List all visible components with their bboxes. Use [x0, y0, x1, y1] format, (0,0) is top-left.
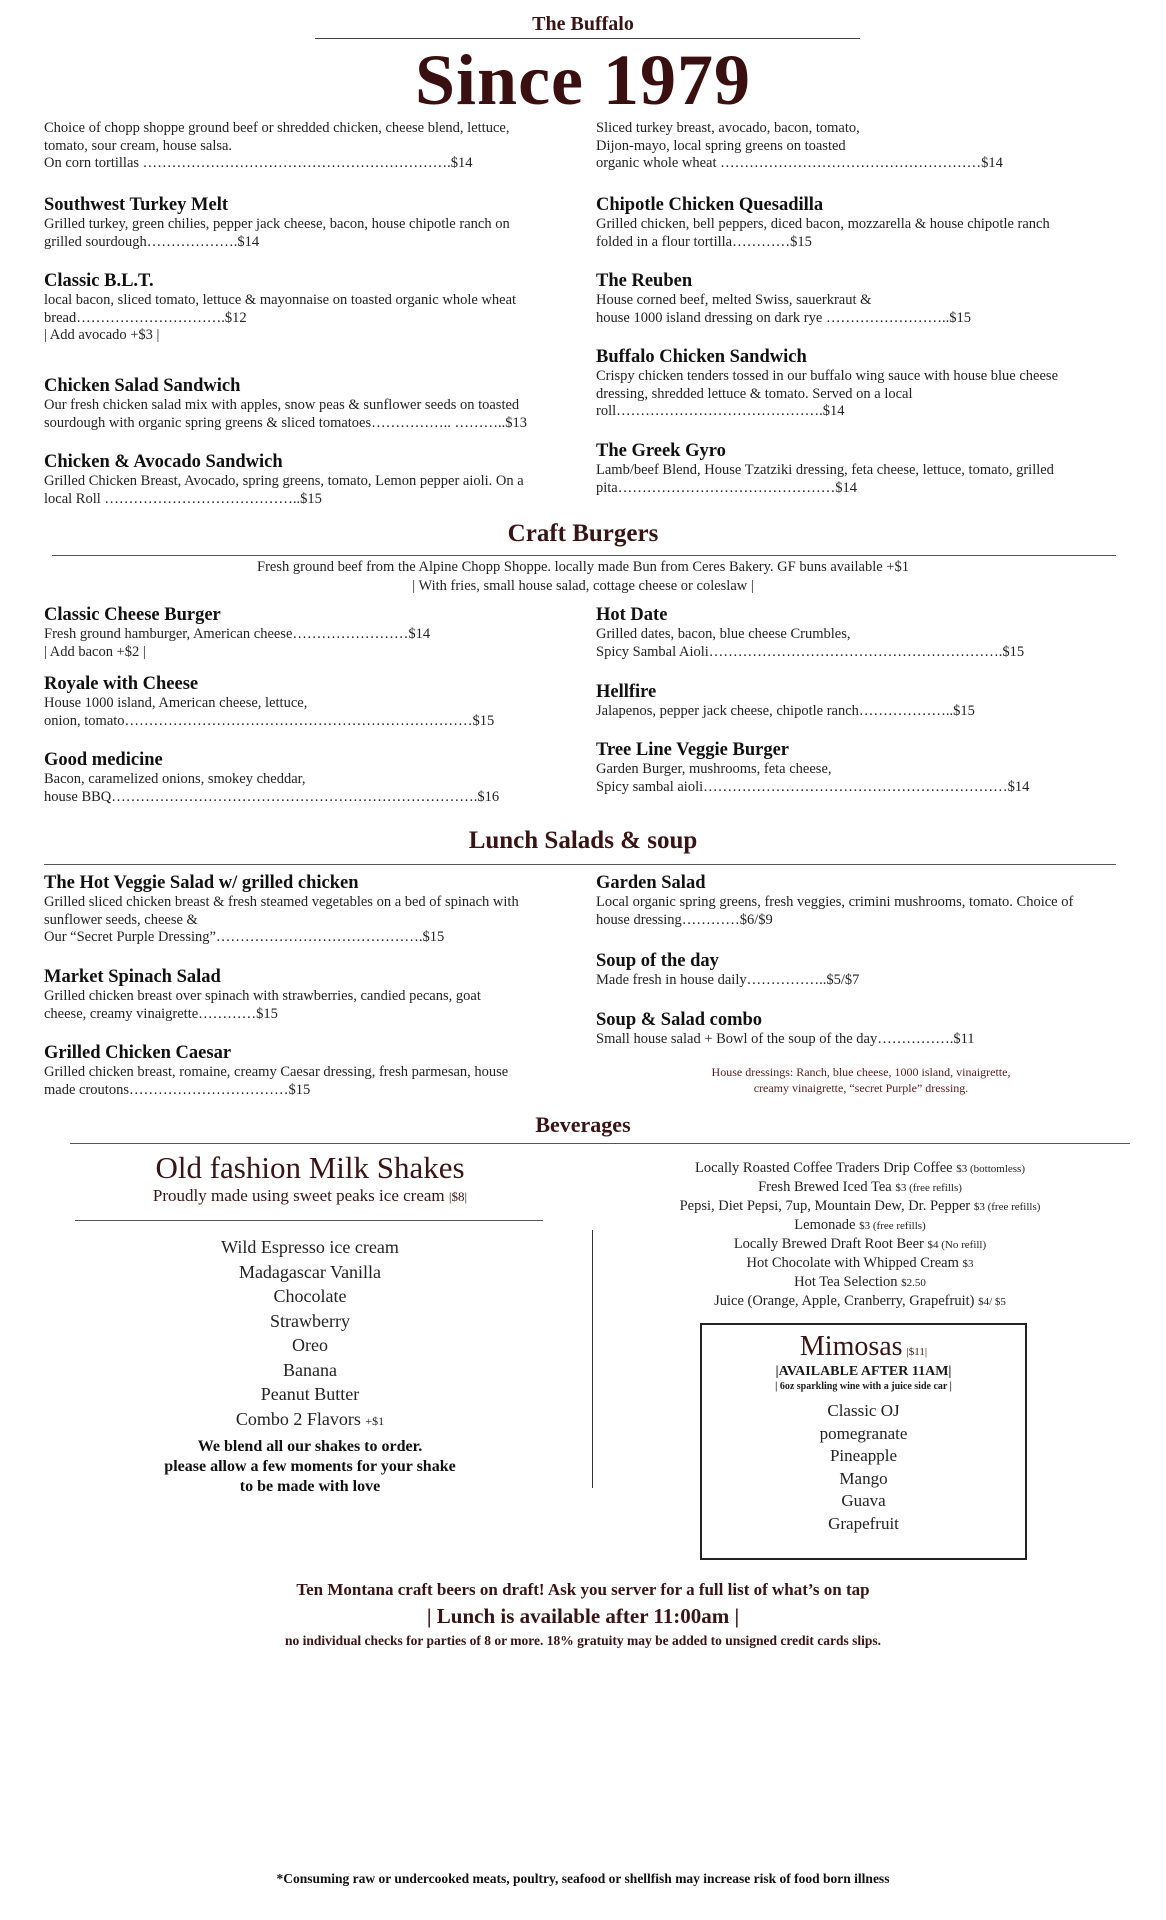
- item-name: Hot Date: [596, 605, 668, 625]
- blend-line: We blend all our shakes to order.: [197, 1438, 423, 1455]
- menu-item: [44, 966, 584, 1042]
- item-desc: dressing, shredded lettuce & tomato. Served on a local: [596, 385, 913, 402]
- drink-name: Hot Chocolate with Whipped Cream: [746, 1255, 959, 1271]
- menu-item: [596, 739, 1136, 796]
- burgers-sides-note: | With fries, small house salad, cottage cheese or coleslaw |: [412, 578, 754, 594]
- item-desc: made croutons……………………………$15: [44, 1081, 311, 1098]
- item-desc: Small house salad + Bowl of the soup of the day…………….$11: [596, 1031, 975, 1047]
- drink-price: $3 (free refills): [973, 1201, 1041, 1213]
- flavor-item: Wild Espresso ice cream: [221, 1237, 399, 1257]
- section-title-beverages: Beverages: [535, 1112, 631, 1137]
- milkshakes-title: Old fashion Milk Shakes: [155, 1150, 465, 1185]
- mimosa-item: Mango: [839, 1468, 888, 1488]
- item-desc: organic whole wheat ………………………………………………$14: [596, 155, 1003, 171]
- item-desc: Our fresh chicken salad mix with apples, snow peas & sunflower seeds on toasted: [44, 397, 520, 413]
- combo-label: Combo 2 Flavors: [235, 1408, 361, 1429]
- dressings-line: House dressings: Ranch, blue cheese, 1000 island, vinaigrette,: [711, 1065, 1011, 1079]
- lunch-availability: | Lunch is available after 11:00am |: [426, 1604, 740, 1628]
- drink-price: $4/ $5: [978, 1296, 1006, 1308]
- item-desc: Grilled chicken, bell peppers, diced bacon, mozzarella & house chipotle ranch: [596, 216, 1050, 232]
- food-safety-warning: *Consuming raw or undercooked meats, poultry, seafood or shellfish may increase risk of food born illness: [276, 1871, 890, 1886]
- drink-item: [600, 1197, 1120, 1216]
- menu-item: [44, 120, 584, 194]
- item-desc: Jalapenos, pepper jack cheese, chipotle ranch………………..$15: [596, 703, 975, 719]
- item-name: Classic B.L.T.: [44, 271, 154, 291]
- beverages-column-divider: [592, 1230, 593, 1488]
- mimosas-availability: |AVAILABLE AFTER 11AM|: [775, 1364, 952, 1379]
- item-desc: Local organic spring greens, fresh veggies, crimini mushrooms, tomato. Choice of: [596, 894, 1074, 910]
- item-name: Garden Salad: [596, 873, 706, 893]
- drink-item: [600, 1159, 1120, 1178]
- drink-name: Juice (Orange, Apple, Cranberry, Grapefruit): [714, 1293, 975, 1309]
- item-name: Hellfire: [596, 682, 657, 702]
- item-desc: Dijon-mayo, local spring greens on toasted: [596, 137, 846, 154]
- flavor-item: Oreo: [292, 1335, 328, 1355]
- item-desc: house 1000 island dressing on dark rye ……………………..$15: [596, 309, 971, 326]
- item-desc: Grilled sliced chicken breast & fresh steamed vegetables on a bed of spinach with: [44, 894, 519, 910]
- drink-item: [600, 1254, 1120, 1273]
- mimosa-item: Classic OJ: [827, 1401, 900, 1420]
- section-divider: [44, 864, 1116, 865]
- drink-name: Locally Brewed Draft Root Beer: [733, 1236, 924, 1252]
- drink-item: [600, 1235, 1120, 1254]
- milkshake-flavors: [70, 1235, 550, 1433]
- menu-item: [44, 270, 584, 375]
- item-desc: onion, tomato………………………………………………………………$15: [44, 712, 495, 729]
- item-name: The Hot Veggie Salad w/ grilled chicken: [44, 873, 359, 893]
- restaurant-name: The Buffalo: [532, 13, 634, 35]
- flavor-item: Peanut Butter: [260, 1384, 360, 1404]
- menu-item: [596, 270, 1136, 346]
- blend-line: please allow a few moments for your shake: [164, 1458, 456, 1475]
- menu-item: [44, 749, 584, 806]
- item-name: Grilled Chicken Caesar: [44, 1043, 232, 1063]
- item-desc: | Add bacon +$2 |: [44, 643, 146, 660]
- dressings-line: creamy vinaigrette, “secret Purple” dressing.: [753, 1081, 969, 1095]
- craft-beers-note: Ten Montana craft beers on draft! Ask you server for a full list of what’s on tap: [296, 1580, 870, 1599]
- menu-item: [596, 194, 1136, 270]
- item-desc: Grilled Chicken Breast, Avocado, spring greens, tomato, Lemon pepper aioli. On a: [44, 473, 524, 489]
- item-desc: house BBQ………………………………………………………………….$16: [44, 788, 500, 805]
- combo-price: +$1: [365, 1413, 385, 1428]
- item-name: Royale with Cheese: [44, 674, 199, 694]
- menu-item: [44, 673, 584, 749]
- milkshakes-subtitle: [70, 1186, 550, 1206]
- menu-item: [44, 451, 584, 508]
- drink-item: [600, 1273, 1120, 1292]
- mimosas-note: | 6oz sparkling wine with a juice side car |: [775, 1381, 952, 1392]
- item-desc: pita………………………………………$14: [596, 479, 857, 496]
- item-desc: cheese, creamy vinaigrette…………$15: [44, 1005, 278, 1022]
- milkshakes-section: [70, 1150, 550, 1206]
- mimosas-title: Mimosas: [799, 1331, 903, 1362]
- drink-name: Lemonade: [794, 1217, 856, 1233]
- salads-right-column: [596, 872, 1136, 1096]
- mimosa-item: Guava: [841, 1491, 886, 1510]
- item-desc: Garden Burger, mushrooms, feta cheese,: [596, 761, 832, 777]
- item-name: Southwest Turkey Melt: [44, 195, 228, 215]
- burgers-note: Fresh ground beef from the Alpine Chopp Shoppe. locally made Bun from Ceres Bakery. GF buns available +$1: [257, 559, 909, 575]
- item-desc: Grilled chicken breast over spinach with strawberries, candied pecans, goat: [44, 988, 481, 1004]
- item-desc: bread………………………….$12: [44, 309, 247, 326]
- sandwiches-right-column: [596, 120, 1136, 497]
- mimosas-price: |$11|: [906, 1346, 928, 1358]
- menu-item: [596, 604, 1136, 681]
- menu-item: [44, 1042, 584, 1099]
- house-dressings-note: [596, 1064, 1126, 1096]
- flavor-item: Strawberry: [270, 1310, 350, 1331]
- mimosa-item: Pineapple: [829, 1446, 898, 1465]
- mimosa-item: Grapefruit: [828, 1513, 899, 1533]
- drink-item: [600, 1292, 1120, 1311]
- sandwiches-left-column: [44, 120, 584, 508]
- item-name: Chicken & Avocado Sandwich: [44, 452, 283, 472]
- drink-item: [600, 1178, 1120, 1197]
- section-divider: [52, 555, 1116, 556]
- drink-price: $3 (free refills): [895, 1182, 962, 1194]
- menu-item: [596, 346, 1136, 440]
- item-name: The Greek Gyro: [596, 441, 726, 461]
- gratuity-note: no individual checks for parties of 8 or more. 18% gratuity may be added to unsigned credit cards slips.: [284, 1633, 882, 1648]
- item-desc: Made fresh in house daily……………..$5/$7: [596, 972, 860, 988]
- drink-name: Fresh Brewed Iced Tea: [758, 1179, 892, 1195]
- item-desc: tomato, sour cream, house salsa.: [44, 137, 233, 154]
- milkshakes-subtitle-text: Proudly made using sweet peaks ice cream: [152, 1186, 445, 1205]
- section-title-salads: Lunch Salads & soup: [468, 827, 698, 854]
- item-desc: Spicy sambal aioli………………………………………………………$14: [596, 778, 1030, 795]
- item-desc: local Roll …………………………………..$15: [44, 490, 322, 507]
- shake-blend-note: [70, 1437, 550, 1497]
- item-desc: House corned beef, melted Swiss, sauerkraut &: [596, 292, 872, 308]
- menu-item: [596, 440, 1136, 497]
- item-desc: folded in a flour tortilla…………$15: [596, 233, 812, 250]
- drink-name: Pepsi, Diet Pepsi, 7up, Mountain Dew, Dr. Pepper: [679, 1198, 971, 1214]
- item-desc: Spicy Sambal Aioli…………………………………………………….$15: [596, 643, 1025, 660]
- item-desc: On corn tortillas ……………………………………………………….$14: [44, 155, 473, 171]
- item-desc: Grilled chicken breast, romaine, creamy Caesar dressing, fresh parmesan, house: [44, 1064, 509, 1080]
- flavor-item: Banana: [283, 1359, 337, 1380]
- milkshakes-divider: [75, 1220, 543, 1221]
- menu-item: [44, 604, 584, 673]
- burgers-left-column: [44, 604, 584, 806]
- drink-name: Hot Tea Selection: [794, 1274, 898, 1290]
- drink-price: $2.50: [901, 1277, 926, 1289]
- header-divider: [315, 38, 860, 39]
- menu-item: [596, 681, 1136, 739]
- salads-left-column: [44, 872, 584, 1099]
- item-desc: Crispy chicken tenders tossed in our buffalo wing sauce with house blue cheese: [596, 368, 1059, 384]
- item-desc: Bacon, caramelized onions, smokey cheddar,: [44, 771, 306, 787]
- item-desc: House 1000 island, American cheese, lettuce,: [44, 695, 308, 711]
- item-name: Soup of the day: [596, 951, 719, 971]
- mimosas-header: [702, 1331, 1025, 1363]
- drink-price: $3 (free refills): [859, 1220, 926, 1232]
- drink-price: $3: [962, 1258, 974, 1270]
- section-divider: [70, 1143, 1130, 1144]
- item-desc: | Add avocado +$3 |: [44, 327, 160, 343]
- drink-name: Locally Roasted Coffee Traders Drip Coffee: [695, 1160, 953, 1176]
- menu-item: [44, 194, 584, 270]
- item-name: Buffalo Chicken Sandwich: [596, 347, 807, 367]
- item-desc: roll…………………………………….$14: [596, 403, 845, 419]
- item-desc: Choice of chopp shoppe ground beef or shredded chicken, cheese blend, lettuce,: [44, 120, 510, 136]
- flavor-item: Madagascar Vanilla: [238, 1261, 382, 1282]
- page-title: Since 1979: [414, 40, 751, 120]
- item-desc: Grilled turkey, green chilies, pepper jack cheese, bacon, house chipotle ranch on: [44, 216, 510, 232]
- item-desc: sunflower seeds, cheese &: [44, 911, 198, 928]
- drink-price: $3 (bottomless): [956, 1163, 1025, 1175]
- drink-price: $4 (No refill): [927, 1239, 987, 1251]
- item-name: Market Spinach Salad: [44, 967, 221, 987]
- item-name: The Reuben: [596, 271, 693, 291]
- item-name: Soup & Salad combo: [596, 1010, 763, 1030]
- menu-item: [44, 375, 584, 451]
- flavor-item: Chocolate: [273, 1286, 347, 1306]
- item-desc: house dressing…………$6/$9: [596, 911, 773, 928]
- drink-item: [600, 1216, 1120, 1235]
- blend-line: to be made with love: [239, 1478, 381, 1495]
- menu-item: [596, 1009, 1136, 1064]
- mimosas-box: [700, 1323, 1027, 1560]
- section-title-burgers: Craft Burgers: [507, 520, 659, 547]
- item-name: Classic Cheese Burger: [44, 605, 221, 625]
- item-desc: Grilled dates, bacon, blue cheese Crumbles,: [596, 626, 851, 642]
- mimosa-flavors: [702, 1400, 1025, 1535]
- drinks-list: [600, 1159, 1120, 1311]
- item-name: Tree Line Veggie Burger: [596, 740, 790, 760]
- menu-item: [596, 872, 1136, 950]
- item-desc: Our “Secret Purple Dressing”…………………………………….$15: [44, 929, 445, 945]
- item-desc: local bacon, sliced tomato, lettuce & mayonnaise on toasted organic whole wheat: [44, 292, 517, 308]
- item-desc: sourdough with organic spring greens & sliced tomatoes…………….. ………..$13: [44, 414, 528, 431]
- item-desc: Fresh ground hamburger, American cheese……………………$14: [44, 626, 431, 642]
- menu-item: [596, 120, 1136, 194]
- item-name: Chipotle Chicken Quesadilla: [596, 195, 824, 215]
- item-desc: grilled sourdough……………….$14: [44, 233, 260, 250]
- burgers-right-column: [596, 604, 1136, 796]
- item-name: Chicken Salad Sandwich: [44, 376, 241, 396]
- item-desc: Lamb/beef Blend, House Tzatziki dressing, feta cheese, lettuce, tomato, grilled: [596, 462, 1054, 478]
- menu-item: [596, 950, 1136, 1009]
- item-desc: Sliced turkey breast, avocado, bacon, tomato,: [596, 120, 860, 136]
- menu-item: [44, 872, 584, 966]
- milkshakes-price: |$8|: [448, 1189, 468, 1204]
- flavor-item: [70, 1407, 550, 1434]
- item-name: Good medicine: [44, 750, 163, 770]
- mimosa-item: pomegranate: [819, 1423, 908, 1443]
